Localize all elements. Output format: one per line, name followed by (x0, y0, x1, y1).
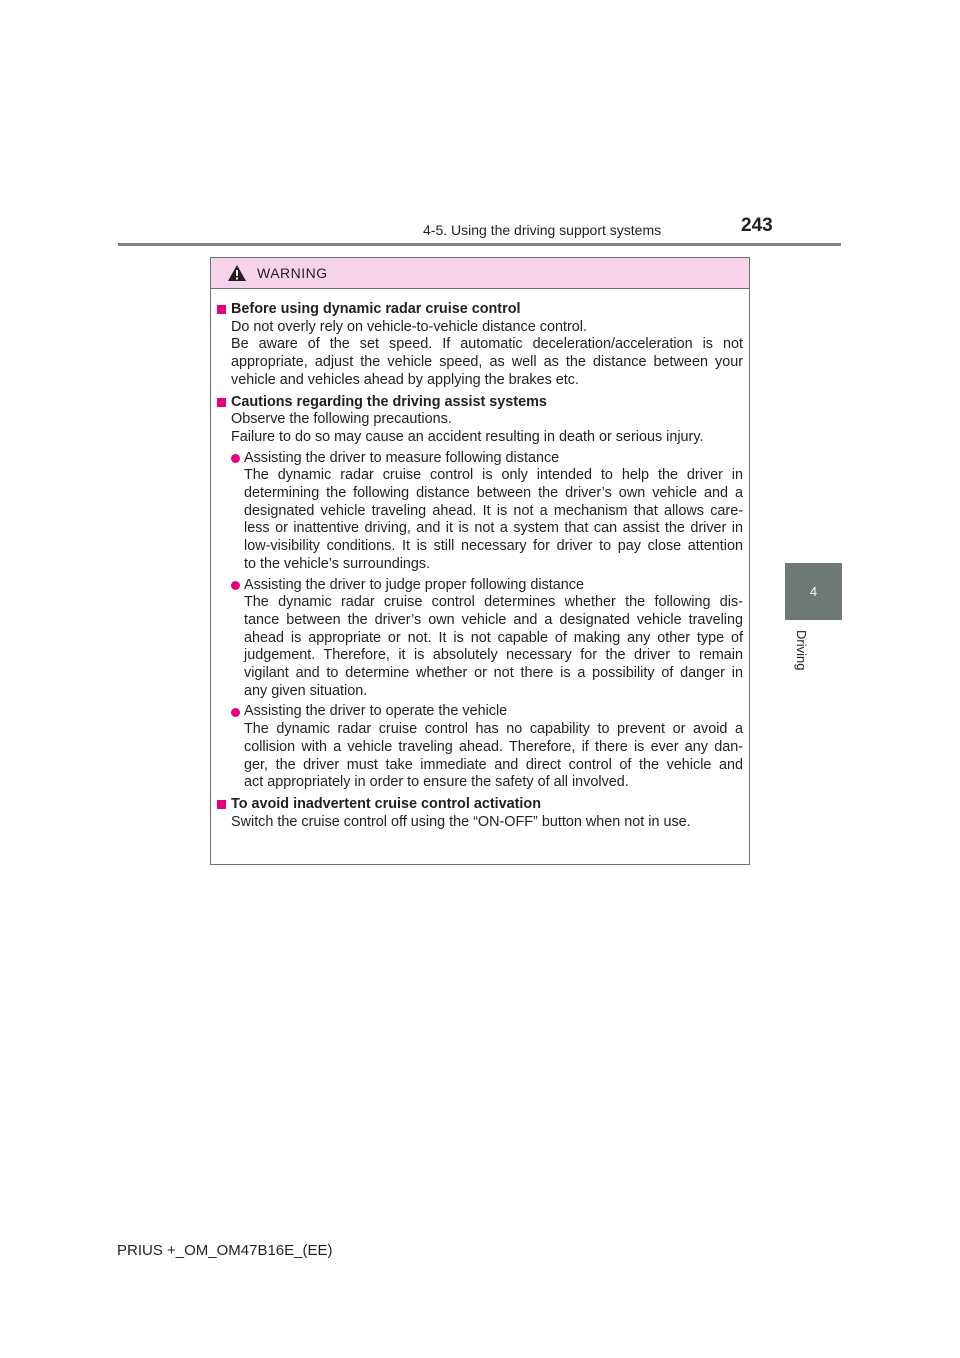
chapter-tab (785, 563, 842, 620)
body-text-line: vehicle and vehicles ahead by applying the brakes etc. (231, 371, 579, 388)
warning-box (210, 257, 750, 865)
warning-section (217, 394, 743, 792)
body-text-line: low-visibility conditions. It is still necessary for driver to pay close attention (244, 538, 743, 555)
warning-section (217, 301, 743, 390)
body-text-line: The dynamic radar cruise control has no capability to prevent or avoid a (244, 721, 743, 738)
body-text-line: judgement. Therefore, it is absolutely necessary for the driver to remain (244, 647, 743, 664)
section-heading-text: To avoid inadvertent cruise control activation (231, 795, 541, 812)
chapter-number: 4 (809, 584, 818, 599)
body-text-line: act appropriately in order to ensure the safety of all involved. (244, 774, 629, 791)
body-text-line: Failure to do so may cause an accident resulting in death or serious injury. (231, 428, 704, 445)
square-bullet-icon (217, 398, 226, 407)
body-text-line: appropriate, adjust the vehicle speed, as well as the distance between your (231, 354, 743, 371)
bullet-item (217, 703, 743, 792)
section-heading (217, 796, 743, 814)
body-text-line: any given situation. (244, 682, 368, 699)
body-text-line: less or inattentive driving, and it is not a system that can assist the driver in (244, 520, 743, 537)
body-text-line: vigilant and to determine whether or not there is a possibility of danger in (244, 665, 743, 682)
circle-bullet-icon (231, 581, 240, 590)
body-text-line: ger, the driver must take immediate and direct control of the vehicle and (244, 756, 743, 773)
running-header-section-title: 4-5. Using the driving support systems (423, 222, 662, 238)
square-bullet-icon (217, 800, 226, 809)
body-text-line: ahead is appropriate or not. It is not capable of making any other type of (244, 629, 743, 646)
body-text-line: designated vehicle traveling ahead. It is not a mechanism that allows care- (244, 502, 743, 519)
body-text-line: collision with a vehicle traveling ahead. Therefore, if there is ever any dan- (244, 738, 743, 755)
warning-triangle-icon (227, 264, 247, 282)
bullet-heading-text: Assisting the driver to measure following distance (244, 449, 560, 466)
body-text-line: Observe the following precautions. (231, 411, 452, 428)
bullet-item (217, 450, 743, 574)
warning-body (211, 289, 749, 831)
section-heading-text: Cautions regarding the driving assist systems (231, 393, 547, 410)
square-bullet-icon (217, 305, 226, 314)
bullet-heading (231, 450, 743, 468)
page-number: 243 (741, 215, 773, 236)
header-divider (118, 243, 841, 246)
document-code: PRIUS +_OM_OM47B16E_(EE) (117, 1242, 333, 1259)
bullet-heading (231, 703, 743, 721)
section-heading-text: Before using dynamic radar cruise control (231, 301, 521, 317)
warning-section (217, 796, 743, 831)
circle-bullet-icon (231, 708, 240, 717)
section-heading (217, 301, 743, 319)
circle-bullet-icon (231, 454, 240, 463)
body-text-line: determining the following distance between the driver’s own vehicle and a (244, 485, 743, 502)
body-text-line: The dynamic radar cruise control determines whether the following dis- (244, 594, 743, 611)
bullet-item (217, 577, 743, 701)
bullet-heading-text: Assisting the driver to judge proper following distance (244, 576, 584, 593)
body-text-line: Be aware of the set speed. If automatic deceleration/acceleration is not (231, 336, 743, 353)
section-heading (217, 394, 743, 412)
body-text-line: to the vehicle’s surroundings. (244, 555, 431, 572)
bullet-heading-text: Assisting the driver to operate the vehicle (244, 703, 508, 720)
warning-header (211, 258, 749, 289)
body-text-line: tance between the driver’s own vehicle and a designated vehicle traveling (244, 611, 743, 628)
body-text-line: The dynamic radar cruise control is only intended to help the driver in (244, 467, 743, 484)
warning-label: WARNING (257, 265, 328, 281)
body-text-line: Switch the cruise control off using the “ON-OFF” button when not in use. (231, 813, 691, 830)
bullet-heading (231, 577, 743, 595)
body-text-line: Do not overly rely on vehicle-to-vehicle distance control. (231, 318, 587, 335)
chapter-label: Driving (794, 630, 809, 671)
